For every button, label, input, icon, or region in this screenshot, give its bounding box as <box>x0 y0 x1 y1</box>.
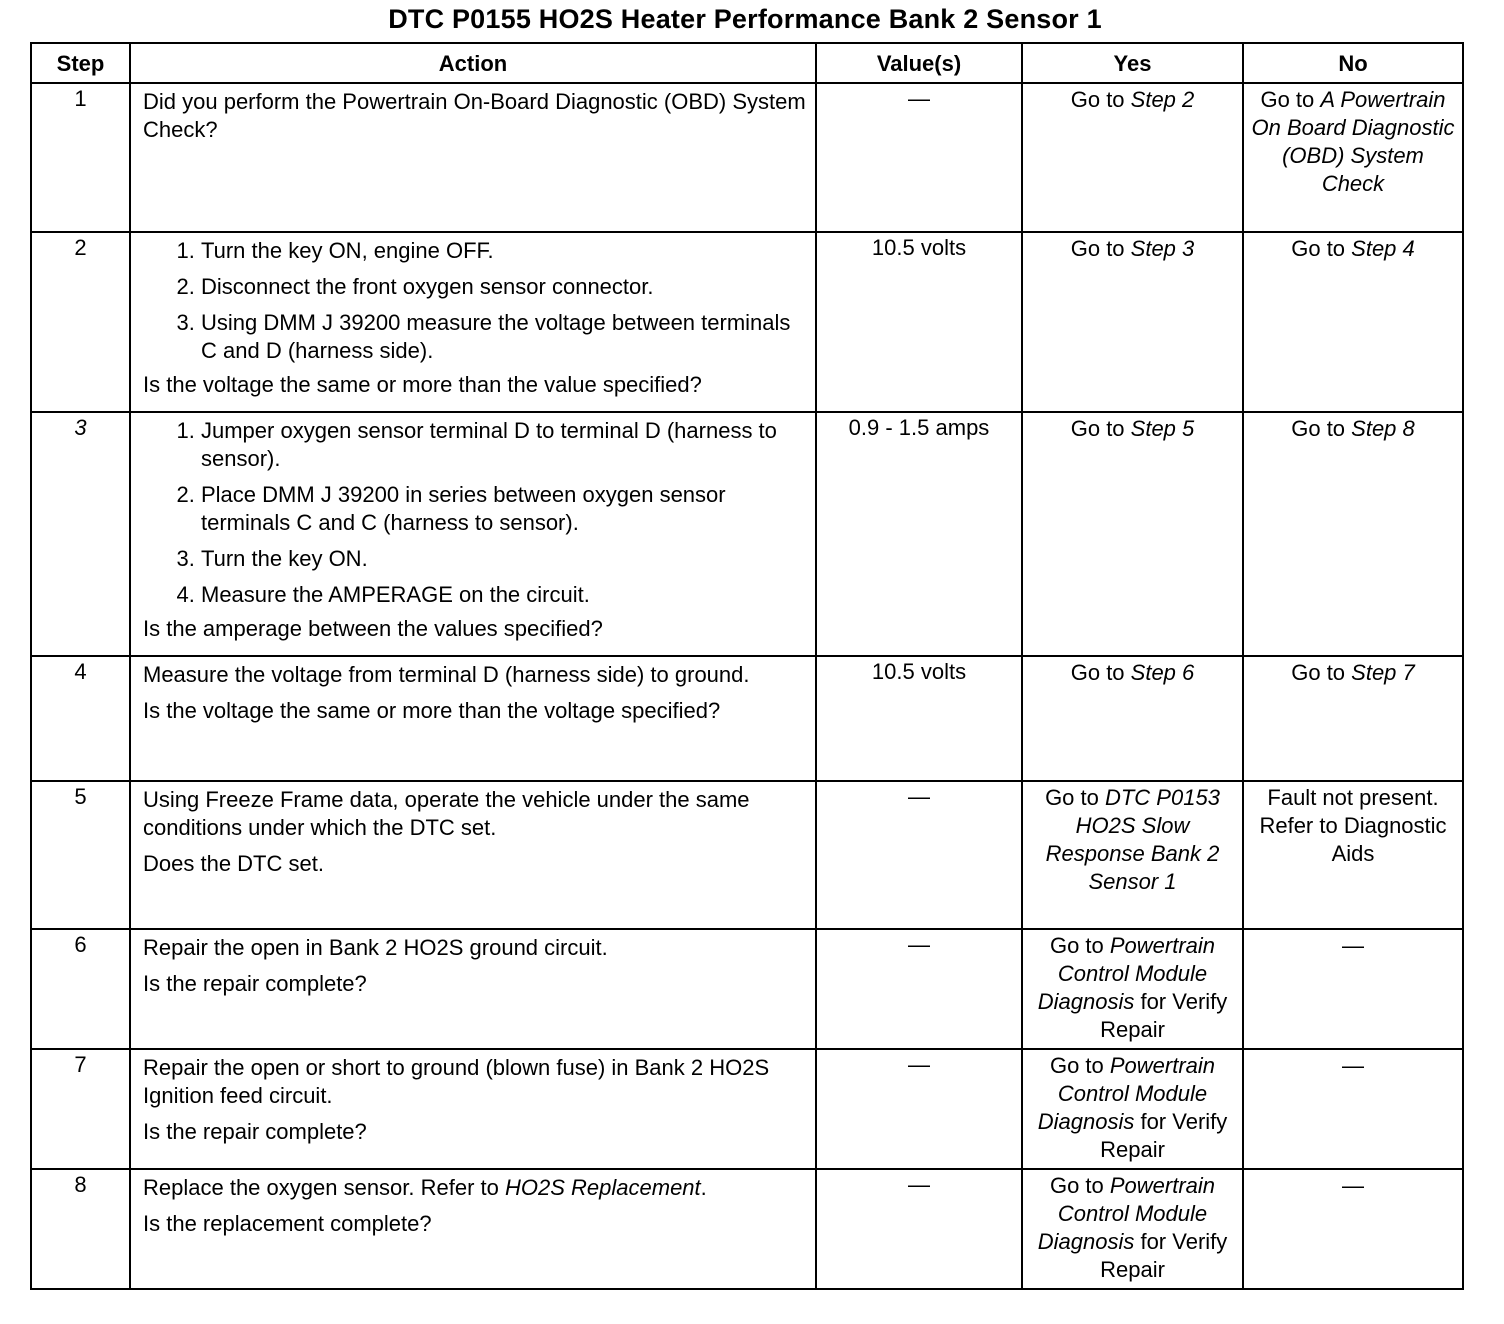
action-cell <box>130 232 816 412</box>
yes-ref: Step 6 <box>1130 660 1195 685</box>
action-text: Using Freeze Frame data, operate the vehicle under the same conditions under which the DTC set. <box>143 787 750 840</box>
action-list <box>143 237 807 365</box>
yes-ref: Step 3 <box>1130 236 1195 261</box>
yes-prefix: Go to <box>1070 660 1131 685</box>
action-question: Is the voltage the same or more than the voltage specified? <box>143 698 721 723</box>
step-number: 2 <box>31 232 130 412</box>
value-cell: 10.5 volts <box>816 232 1022 412</box>
list-item: 4. Measure the AMPERAGE on the circuit. <box>201 581 807 609</box>
table-row <box>31 1049 1463 1169</box>
action-cell <box>130 656 816 781</box>
action-text: Repair the open or short to ground (blown fuse) in Bank 2 HO2S Ignition feed circuit. <box>143 1055 770 1108</box>
yes-ref: DTC P0153 HO2S Slow Response Bank 2 Sensor 1 <box>1045 785 1220 894</box>
action-question: Is the amperage between the values specified? <box>143 616 603 641</box>
value-cell: — <box>816 929 1022 1049</box>
page-title: DTC P0155 HO2S Heater Performance Bank 2 Sensor 1 <box>388 4 1102 34</box>
value-cell: — <box>816 781 1022 929</box>
yes-ref: Step 5 <box>1130 416 1195 441</box>
action-question: Does the DTC set. <box>143 851 324 876</box>
yes-cell <box>1022 1169 1243 1289</box>
yes-ref: Powertrain Control Module Diagnosis <box>1037 1173 1216 1254</box>
value-cell: 0.9 - 1.5 amps <box>816 412 1022 656</box>
action-question: Is the repair complete? <box>143 1119 367 1144</box>
no-ref: A Powertrain On Board Diagnostic (OBD) System Check <box>1251 87 1455 196</box>
no-cell: — <box>1243 929 1463 1049</box>
step-number: 7 <box>31 1049 130 1169</box>
action-cell <box>130 412 816 656</box>
list-item: 3. Turn the key ON. <box>201 545 807 573</box>
table-row <box>31 656 1463 781</box>
step-number: 5 <box>31 781 130 929</box>
header-values: Value(s) <box>816 43 1022 83</box>
yes-prefix: Go to <box>1045 785 1105 810</box>
action-suffix: . <box>700 1175 707 1200</box>
step-number: 8 <box>31 1169 130 1289</box>
table-row <box>31 781 1463 929</box>
yes-prefix: Go to <box>1070 236 1131 261</box>
step-number: 3 <box>31 412 130 656</box>
header-action: Action <box>130 43 816 83</box>
header-no: No <box>1243 43 1463 83</box>
value-cell: — <box>816 1169 1022 1289</box>
step-number: 6 <box>31 929 130 1049</box>
action-question: Is the repair complete? <box>143 971 367 996</box>
yes-prefix: Go to <box>1049 933 1110 958</box>
yes-cell <box>1022 1049 1243 1169</box>
yes-cell <box>1022 781 1243 929</box>
yes-cell <box>1022 83 1243 232</box>
diagnostic-table <box>30 42 1464 1290</box>
action-cell <box>130 781 816 929</box>
yes-prefix: Go to <box>1049 1053 1110 1078</box>
yes-suffix: for Verify Repair <box>1100 989 1228 1042</box>
yes-ref: Powertrain Control Module Diagnosis <box>1037 1053 1216 1134</box>
list-item: 1. Jumper oxygen sensor terminal D to terminal D (harness to sensor). <box>201 417 807 473</box>
value-cell: 10.5 volts <box>816 656 1022 781</box>
yes-cell <box>1022 412 1243 656</box>
table-row <box>31 83 1463 232</box>
no-prefix: Go to <box>1260 87 1321 112</box>
list-item: 3. Using DMM J 39200 measure the voltage between terminals C and D (harness side). <box>201 309 807 365</box>
no-cell <box>1243 656 1463 781</box>
yes-ref: Powertrain Control Module Diagnosis <box>1037 933 1216 1014</box>
table-row <box>31 1169 1463 1289</box>
action-prefix: Replace the oxygen sensor. Refer to <box>143 1175 505 1200</box>
no-cell: Fault not present. Refer to Diagnostic Aids <box>1243 781 1463 929</box>
step-number: 1 <box>31 83 130 232</box>
action-cell <box>130 929 816 1049</box>
action-cell <box>130 83 816 232</box>
no-cell: — <box>1243 1169 1463 1289</box>
list-item: 2. Place DMM J 39200 in series between oxygen sensor terminals C and C (harness to sensor). <box>201 481 807 537</box>
yes-prefix: Go to <box>1070 87 1131 112</box>
no-ref: Step 8 <box>1351 416 1415 441</box>
value-cell: — <box>816 83 1022 232</box>
yes-suffix: for Verify Repair <box>1100 1109 1228 1162</box>
yes-cell <box>1022 929 1243 1049</box>
value-cell: — <box>816 1049 1022 1169</box>
action-cell <box>130 1049 816 1169</box>
yes-ref: Step 2 <box>1130 87 1195 112</box>
action-text: Did you perform the Powertrain On-Board Diagnostic (OBD) System Check? <box>143 89 806 142</box>
yes-cell <box>1022 656 1243 781</box>
no-prefix: Go to <box>1291 236 1352 261</box>
no-cell: — <box>1243 1049 1463 1169</box>
no-cell <box>1243 83 1463 232</box>
table-header-row <box>31 43 1463 83</box>
table-row <box>31 412 1463 656</box>
no-ref: Step 7 <box>1351 660 1415 685</box>
action-text: Measure the voltage from terminal D (harness side) to ground. <box>143 662 750 687</box>
yes-prefix: Go to <box>1049 1173 1110 1198</box>
list-item: 2. Disconnect the front oxygen sensor connector. <box>201 273 807 301</box>
no-ref: Step 4 <box>1351 236 1415 261</box>
yes-suffix: for Verify Repair <box>1100 1229 1228 1282</box>
action-question: Is the voltage the same or more than the value specified? <box>143 372 702 397</box>
no-cell <box>1243 232 1463 412</box>
no-prefix: Go to <box>1291 416 1352 441</box>
table-row <box>31 232 1463 412</box>
list-item: 1. Turn the key ON, engine OFF. <box>201 237 807 265</box>
no-cell <box>1243 412 1463 656</box>
action-ref: HO2S Replacement <box>505 1175 701 1200</box>
action-question: Is the replacement complete? <box>143 1211 432 1236</box>
no-prefix: Go to <box>1291 660 1352 685</box>
table-row <box>31 929 1463 1049</box>
action-list <box>143 417 807 609</box>
header-yes: Yes <box>1022 43 1243 83</box>
action-cell <box>130 1169 816 1289</box>
yes-prefix: Go to <box>1070 416 1131 441</box>
header-step: Step <box>31 43 130 83</box>
yes-cell <box>1022 232 1243 412</box>
step-number: 4 <box>31 656 130 781</box>
action-text: Repair the open in Bank 2 HO2S ground circuit. <box>143 935 608 960</box>
